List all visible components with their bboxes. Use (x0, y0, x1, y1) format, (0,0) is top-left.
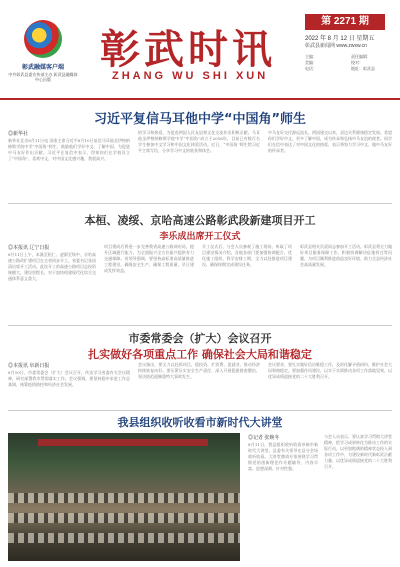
article3-col2: 会议指出，要全力以赴抓项目、稳投资、扩消费、促就业，推动经济持续恢复向好。要压紧压实安全生产责任，深入开展隐患排查整治，坚决防范遏制重特大事故发生。 (138, 362, 260, 379)
article2-byline: ◎本报讯 辽宁日报 (8, 245, 50, 251)
meeting-photo[interactable] (8, 433, 240, 561)
article4-col1: 8月11日，我县组织收听收看阜新市新时代大讲堂。县委有关领导在县分会场收听收看。大讲堂邀请专家围绕学习贯彻党的创新理论作专题辅导，内容丰富、思想深刻、针对性强。 (248, 442, 318, 471)
staff-info-item: 美编： (305, 60, 317, 65)
staff-info-item: 责任编辑： (351, 54, 371, 59)
issue-number: 第 2271 期 (305, 14, 385, 30)
article3-headline[interactable]: 市委常委会（扩大）会议召开 (128, 332, 272, 345)
photo-seat-row (8, 533, 240, 543)
staff-info-item: 主编： (305, 54, 317, 59)
section-divider (8, 410, 392, 411)
article4-col2: 与会人员表示，要认真学习贯彻大讲堂精神，把学习成果转化为推动工作的实际行动，以更加饱满的精神状态投入到各项工作中，为建设新时代新彰武贡献力量，以优异成绩迎接党的二十大胜利召开。 (324, 434, 392, 469)
article3-col3: 会议要求，要扎实做好信访维稳工作，及时化解矛盾纠纷，维护社会大局和谐稳定。要加强作风建设，以实干实绩推动各项工作落地见效，以优异成绩迎接党的二十大胜利召开。 (268, 362, 392, 379)
issue-date: 2022 年 8 月 12 日 星期五 (305, 36, 375, 42)
article1-headline[interactable]: 习近平复信马耳他中学“中国角”师生 (93, 112, 307, 127)
article1-col1: 新华社北京8月11日电 国家主席习近平8月10日复信马耳他圣伊格纳修斯学院中学“中国角”师生，鼓励他们学好中文、了解中国，为促进中马友好作出贡献。习近平在复信中表示，得知你们在学校设立了“中国角”，喜欢中文，对中国文化感兴趣，我很高兴。 (8, 138, 130, 161)
article2-headline[interactable]: 本桓、凌绥、京哈高速公路彰武段新建项目开工 (84, 214, 316, 227)
badge-name: 彰武融媒客户端 (21, 64, 64, 71)
article3-col1: 8月10日，市委常委会（扩大）会议召开，传达学习省委有关会议精神，研究部署我市贯彻落实工作。会议强调，要坚持稳中求进工作总基调，统筹疫情防控和经济社会发展。 (8, 370, 130, 387)
staff-info-item: 地址：彰武县 (351, 66, 375, 71)
newspaper-title: 彰武时讯 (100, 26, 276, 73)
article2-col2: 项目建成后将进一步完善我省高速公路网布局，提升区域通行能力，为全面振兴全方位振兴提供有力交通保障。省领导强调，要坚持高标准高质量推进工程建设，确保安全生产，确保工程质量，早日建成发挥效益。 (104, 244, 194, 273)
badge-caption: 中共彰武县委宣传部主办 彰武县融媒体中心出版 (8, 72, 78, 82)
article3-headline-secondary: 扎实做好各项重点工作 确保社会大局和谐稳定 (88, 348, 312, 361)
client-badge[interactable] (8, 14, 78, 84)
website-link[interactable]: 彰武县新闻网 www.zwxw.cn (305, 43, 367, 49)
article1-col3: 中马友好交往源远流长，两国建交以来，双边关系健康稳定发展。希望你们学好中文，更多了解中国，成为传承和弘扬中马友谊的使者。同学们在信中表达了对中国文化的热爱，表示将努力学习中文，做中马友好的传承者。 (268, 130, 392, 153)
article3-byline: ◎本报讯 阜新日报 (8, 363, 50, 369)
article2-col3: 开工仪式后，与会人员参观了施工现场，听取了项目建设情况介绍。各地各部门要加强协调配合，优化施工组织，科学安排工期，全力以赴推进项目建设，确保按期完成建设任务。 (202, 244, 292, 267)
article1-byline: ◎新华社 (8, 131, 29, 137)
article4-byline: ◎记者 张婉冬 (248, 435, 280, 441)
photo-banner (38, 439, 208, 446)
article2-col1: 8月11日上午，本溪至桓仁、凌源至绥中、京哈高速公路改扩建项目在全省同步开工。省委书记张国清出席开工活动。此次开工的高速公路项目总投资规模大，建设里程长，对于加快构建现代化综合交通体系意义重大。 (8, 252, 96, 281)
staff-info (305, 54, 397, 88)
client-logo-icon (24, 20, 62, 58)
article4-headline[interactable]: 我县组织收听收看市新时代大讲堂 (117, 416, 283, 429)
staff-info-item: 电话： (305, 66, 317, 71)
newspaper-title-pinyin: ZHANG WU SHI XUN (112, 70, 269, 82)
section-divider (8, 325, 392, 326)
photo-seat-row (8, 513, 240, 523)
article2-col4: 彰武县相关负责同志参加开工活动。彰武县将全力做好项目服务保障工作，积极协调解决征地拆迁等问题，为项目顺利推进创造良好环境，助力全县经济社会高质量发展。 (300, 244, 392, 267)
staff-info-item: 校对： (351, 60, 363, 65)
section-divider (8, 203, 392, 204)
photo-seat-row (8, 493, 240, 503)
article2-subhead: 李乐成出席开工仪式 (159, 232, 241, 242)
masthead (0, 0, 400, 100)
article1-col2: 的学习和热爱，为促进两国人民友谊和文化交流作出积极贡献。马耳他圣伊格纳修斯学院中学“中国角”成立于2016年，目前已有数百名学生参加中文学习和中国文化体验活动。近日，“中国角”师生给习近平主席写信，分享学习中文的收获和体会。 (138, 130, 260, 153)
